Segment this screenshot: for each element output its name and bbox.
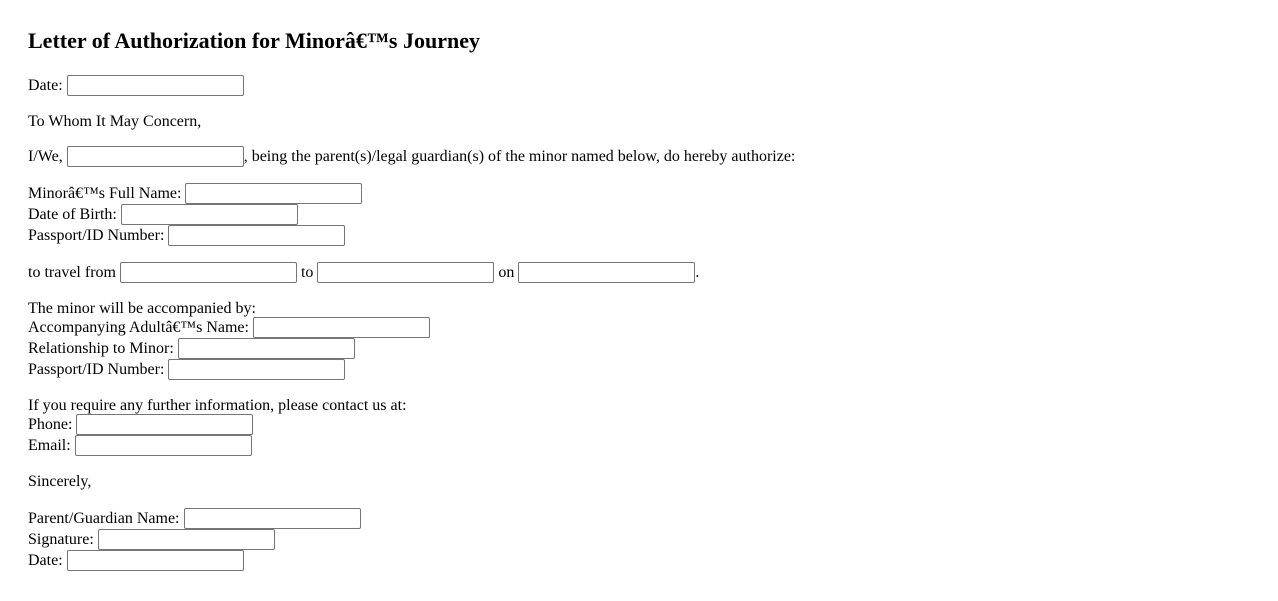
minor-passport-label: Passport/ID Number: [28, 227, 165, 244]
guardian-name-row [28, 508, 361, 529]
relationship-label: Relationship to Minor: [28, 340, 174, 357]
date-row [28, 75, 244, 96]
date-input[interactable] [67, 75, 244, 96]
page-title: Letter of Authorization for Minorâ€™s Journey [28, 28, 480, 53]
minor-passport-input[interactable] [168, 225, 345, 246]
adult-name-input[interactable] [253, 317, 430, 338]
minor-dob-input[interactable] [121, 204, 298, 225]
date-label: Date: [28, 77, 63, 94]
travel-to-input[interactable] [317, 262, 494, 283]
greeting: To Whom It May Concern, [28, 113, 202, 130]
guardian-name-input[interactable] [184, 508, 361, 529]
closing: Sincerely, [28, 473, 92, 490]
adult-passport-row [28, 359, 345, 380]
iwe-row [28, 146, 795, 167]
email-input[interactable] [75, 435, 252, 456]
travel-row [28, 262, 699, 283]
email-label: Email: [28, 437, 71, 454]
minor-name-row [28, 183, 362, 204]
signature-input[interactable] [98, 529, 275, 550]
iwe-statement: , being the parent(s)/legal guardian(s) of the minor named below, do hereby authorize: [243, 148, 796, 165]
minor-dob-row [28, 204, 298, 225]
phone-label: Phone: [28, 416, 73, 433]
signoff-date-input[interactable] [67, 550, 244, 571]
travel-from-label: to travel from [28, 264, 116, 281]
iwe-label: I/We, [28, 148, 63, 165]
accompanied-intro: The minor will be accompanied by: [28, 300, 256, 317]
iwe-input[interactable] [67, 146, 244, 167]
travel-to-label: to [300, 264, 314, 281]
relationship-row [28, 338, 355, 359]
adult-passport-input[interactable] [168, 359, 345, 380]
travel-from-input[interactable] [120, 262, 297, 283]
signature-row [28, 529, 275, 550]
minor-name-input[interactable] [185, 183, 362, 204]
email-row [28, 435, 252, 456]
travel-on-label: on [498, 264, 515, 281]
relationship-input[interactable] [178, 338, 355, 359]
adult-passport-label: Passport/ID Number: [28, 361, 165, 378]
signoff-date-label: Date: [28, 552, 63, 569]
signature-label: Signature: [28, 531, 94, 548]
adult-name-row [28, 317, 430, 338]
phone-input[interactable] [76, 414, 253, 435]
signoff-date-row [28, 550, 244, 571]
minor-passport-row [28, 225, 345, 246]
guardian-name-label: Parent/Guardian Name: [28, 510, 180, 527]
adult-name-label: Accompanying Adultâ€™s Name: [28, 319, 249, 336]
minor-name-label: Minorâ€™s Full Name: [28, 185, 182, 202]
minor-dob-label: Date of Birth: [28, 206, 117, 223]
phone-row [28, 414, 253, 435]
travel-end-punct: . [695, 264, 700, 281]
contact-intro: If you require any further information, please contact us at: [28, 397, 407, 414]
travel-on-input[interactable] [518, 262, 695, 283]
